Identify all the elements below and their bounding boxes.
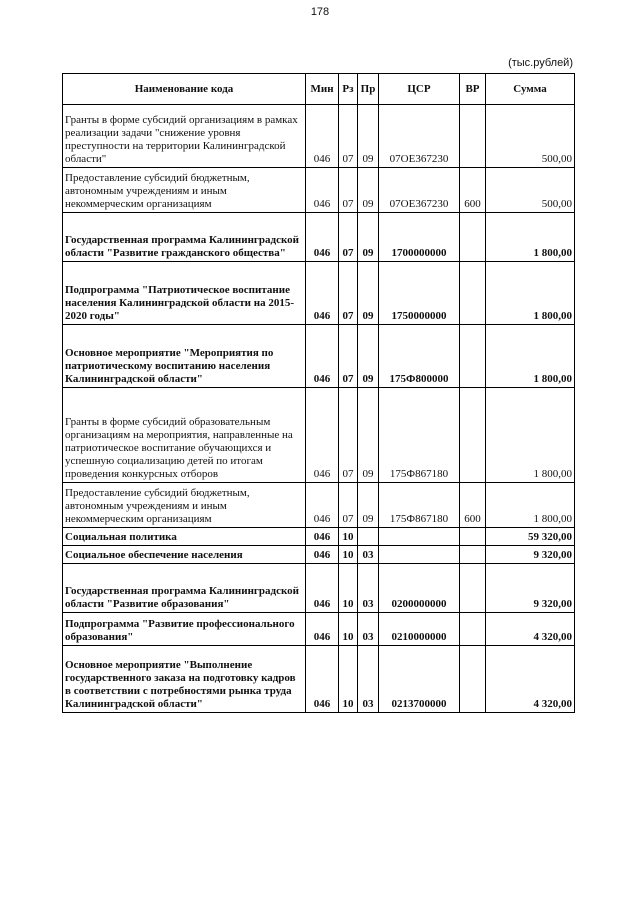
row-rz: 10 [339,613,358,646]
row-pr: 09 [358,483,379,528]
table-row [63,483,575,528]
row-sum: 9 320,00 [486,546,575,564]
table-row [63,564,575,613]
row-name: Подпрограмма "Патриотическое воспитание населения Калининградской области на 2015-2020 годы" [63,262,306,325]
header-min: Мин [306,74,339,105]
row-vr [460,564,486,613]
row-pr: 09 [358,325,379,388]
row-min: 046 [306,646,339,713]
row-min: 046 [306,213,339,262]
row-csr: 1700000000 [379,213,460,262]
header-pr: Пр [358,74,379,105]
table-row [63,262,575,325]
row-vr [460,613,486,646]
row-pr: 09 [358,388,379,483]
row-pr [358,528,379,546]
row-min: 046 [306,105,339,168]
row-csr: 07ОЕ367230 [379,168,460,213]
table-row [63,325,575,388]
units-label: (тыс.рублей) [508,57,573,69]
row-csr: 175Ф867180 [379,483,460,528]
row-rz: 07 [339,388,358,483]
table-row [63,646,575,713]
row-min: 046 [306,325,339,388]
row-pr: 09 [358,105,379,168]
row-name: Основное мероприятие "Мероприятия по патриотическому воспитанию населения Калининградской области" [63,325,306,388]
row-sum: 1 800,00 [486,388,575,483]
row-rz: 07 [339,168,358,213]
row-rz: 07 [339,213,358,262]
row-vr [460,262,486,325]
row-vr: 600 [460,483,486,528]
row-sum: 4 320,00 [486,613,575,646]
row-vr: 600 [460,168,486,213]
row-pr: 03 [358,564,379,613]
row-vr [460,213,486,262]
row-rz: 07 [339,483,358,528]
row-sum: 1 800,00 [486,325,575,388]
row-pr: 03 [358,613,379,646]
table-row [63,388,575,483]
page-number: 178 [310,6,330,18]
row-sum: 1 800,00 [486,213,575,262]
row-csr: 1750000000 [379,262,460,325]
row-min: 046 [306,564,339,613]
header-rz: Рз [339,74,358,105]
row-rz: 10 [339,646,358,713]
row-rz: 10 [339,528,358,546]
row-pr: 09 [358,262,379,325]
row-csr: 175Ф867180 [379,388,460,483]
table-row [63,168,575,213]
row-name: Предоставление субсидий бюджетным, автономным учреждениям и иным некоммерческим организациям [63,483,306,528]
row-vr [460,325,486,388]
row-rz: 10 [339,564,358,613]
row-vr [460,105,486,168]
row-rz: 07 [339,262,358,325]
row-csr: 175Ф800000 [379,325,460,388]
row-name: Государственная программа Калининградской области "Развитие гражданского общества" [63,213,306,262]
table-row [63,528,575,546]
row-sum: 59 320,00 [486,528,575,546]
row-csr: 0200000000 [379,564,460,613]
row-name: Подпрограмма "Развитие профессионального образования" [63,613,306,646]
table-row [63,213,575,262]
row-min: 046 [306,528,339,546]
row-sum: 1 800,00 [486,483,575,528]
row-min: 046 [306,388,339,483]
row-name: Социальная политика [63,528,306,546]
row-sum: 9 320,00 [486,564,575,613]
row-csr: 0210000000 [379,613,460,646]
row-pr: 03 [358,646,379,713]
header-sum: Сумма [486,74,575,105]
row-rz: 07 [339,325,358,388]
row-name: Предоставление субсидий бюджетным, автономным учреждениям и иным некоммерческим организациям [63,168,306,213]
row-vr [460,528,486,546]
row-rz: 07 [339,105,358,168]
row-name: Гранты в форме субсидий образовательным организациям на мероприятия, направленные на патриотическое воспитание обучающихся и успешную социализацию детей по итогам проведения конкурсных отборов [63,388,306,483]
header-vr: ВР [460,74,486,105]
row-vr [460,646,486,713]
row-name: Государственная программа Калининградской области "Развитие образования" [63,564,306,613]
row-pr: 09 [358,213,379,262]
row-min: 046 [306,483,339,528]
row-sum: 4 320,00 [486,646,575,713]
row-vr [460,546,486,564]
row-min: 046 [306,613,339,646]
row-csr: 0213700000 [379,646,460,713]
table-row [63,105,575,168]
row-min: 046 [306,546,339,564]
header-row [63,74,575,105]
table-row [63,546,575,564]
row-sum: 1 800,00 [486,262,575,325]
row-csr: 07ОЕ367230 [379,105,460,168]
row-csr [379,546,460,564]
table-row [63,613,575,646]
row-name: Основное мероприятие "Выполнение государственного заказа на подготовку кадров в соответствии с потребностями рынка труда Калининградской области" [63,646,306,713]
row-rz: 10 [339,546,358,564]
row-min: 046 [306,262,339,325]
row-csr [379,528,460,546]
row-sum: 500,00 [486,168,575,213]
row-pr: 03 [358,546,379,564]
row-sum: 500,00 [486,105,575,168]
row-vr [460,388,486,483]
row-pr: 09 [358,168,379,213]
row-name: Гранты в форме субсидий организациям в рамках реализации задачи "снижение уровня преступности на территории Калининградской области" [63,105,306,168]
header-csr: ЦСР [379,74,460,105]
row-name: Социальное обеспечение населения [63,546,306,564]
row-min: 046 [306,168,339,213]
header-name: Наименование кода [63,74,306,105]
budget-table [62,73,575,713]
